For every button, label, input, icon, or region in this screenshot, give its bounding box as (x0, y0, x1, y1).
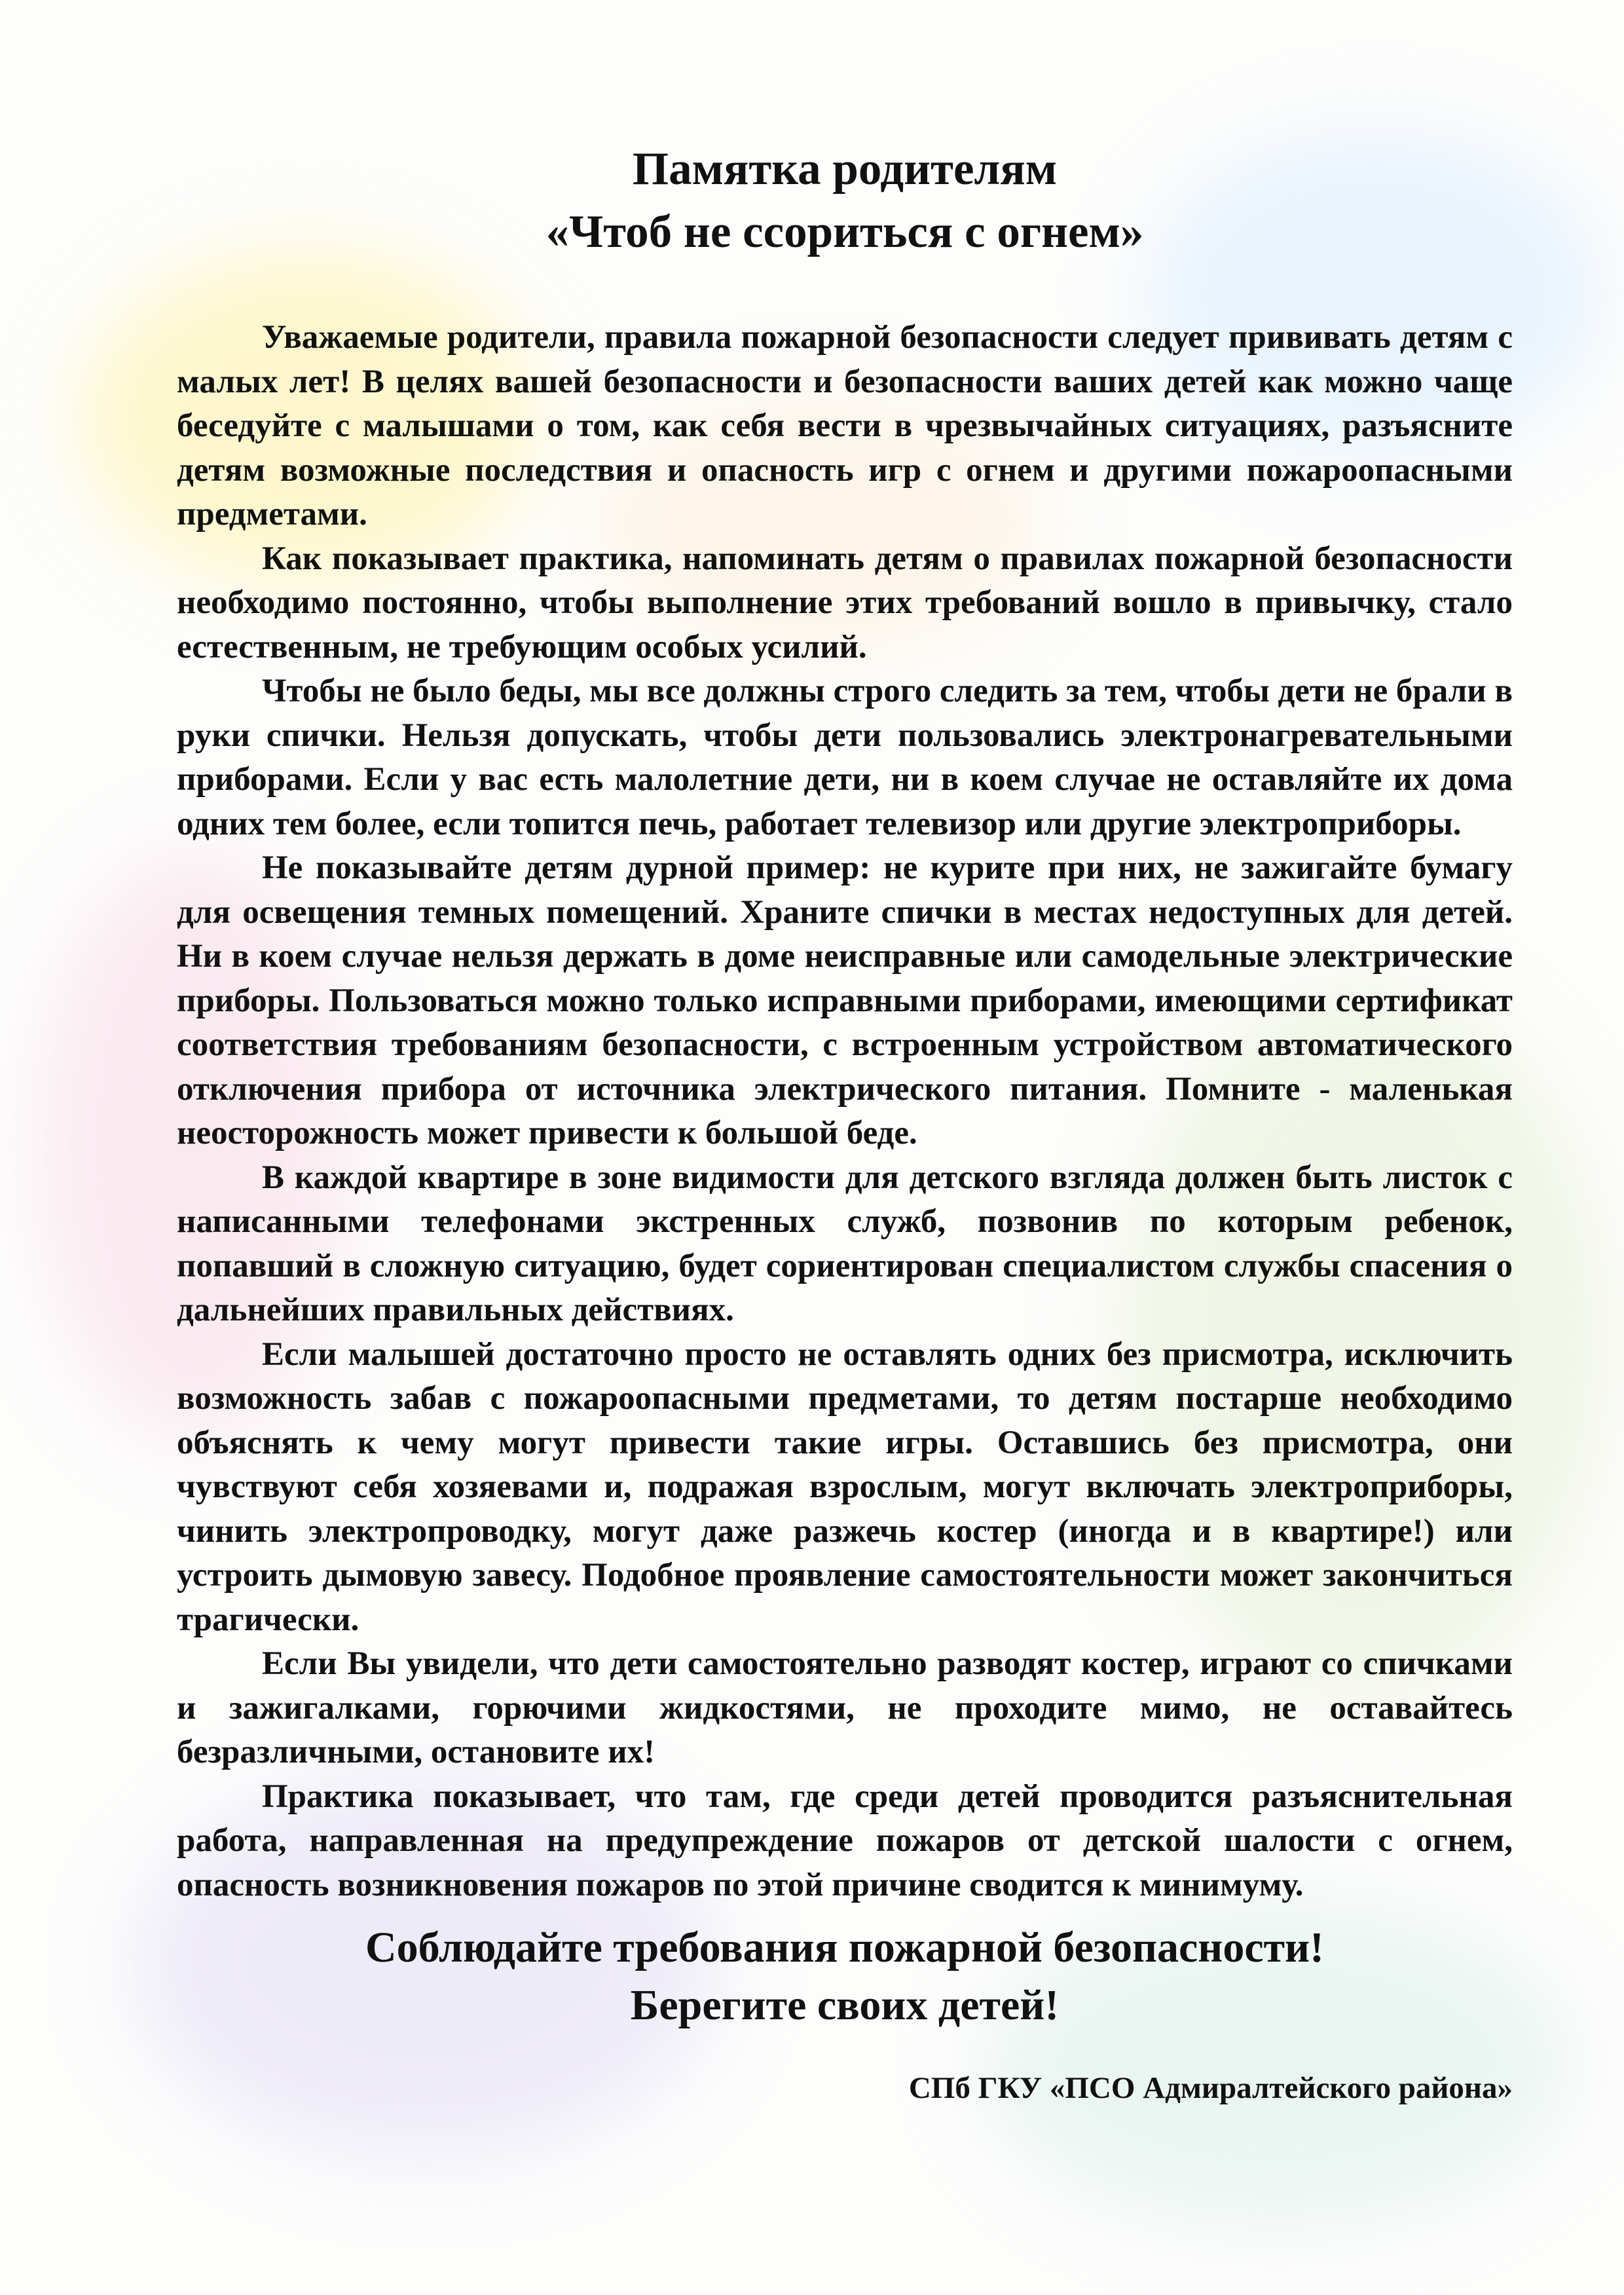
organization-signature: СПб ГКУ «ПСО Адмиралтейского района» (908, 2071, 1513, 2105)
paragraph: В каждой квартире в зоне видимости для детского взгляда должен быть листок с написанными телефонами экстренных служб, позвонив по которым ребенок, попавший в сложную ситуацию, будет сориентирован специалистом службы спасения о дальнейших правильных действиях. (177, 1159, 1513, 1328)
paragraph: Не показывайте детям дурной пример: не курите при них, не зажигайте бумагу для освещения темных помещений. Храните спички в местах недоступных для детей. Ни в коем случае нельзя держать в доме неисправные или самодельные электрические приборы. Пользоваться можно только исправными приборами, имеющими сертификат соответствия требованиям безопасности, с встроенным устройством автоматического отключения прибора от источника электрического питания. Помните - маленькая неосторожность может привести к большой беде. (177, 849, 1513, 1151)
paragraph: Как показывает практика, напоминать детям о правилах пожарной безопасности необходимо постоянно, чтобы выполнение этих требований вошло в привычку, стало естественным, не требующим особых усилий. (177, 540, 1513, 665)
paragraph: Уважаемые родители, правила пожарной безопасности следует прививать детям с малых лет! В целях вашей безопасности и безопасности ваших детей как можно чаще беседуйте с малышами о том, как себя вести в чрезвычайных ситуациях, разъясните детям возможные последствия и опасность игр с огнем и другими пожароопасными предметами. (177, 319, 1513, 532)
paragraph: Если малышей достаточно просто не оставлять одних без присмотра, исключить возможность забав с пожароопасными предметами, то детям постарше необходимо объяснять к чему могут привести такие игры. Оставшись без присмотра, они чувствуют себя хозяевами и, подражая взрослым, могут включать электроприборы, чинить электропроводку, могут даже разжечь костер (иногда и в квартире!) или устроить дымовую завесу. Подобное проявление самостоятельности может закончиться трагически. (177, 1335, 1513, 1638)
title-line-1: Памятка родителям (632, 143, 1058, 195)
closing-appeal (177, 1919, 1513, 2034)
document-title (177, 138, 1513, 263)
document-body (177, 316, 1513, 1907)
closing-line-1: Соблюдайте требования пожарной безопасности! (365, 1924, 1325, 1971)
paragraph: Практика показывает, что там, где среди детей проводится разъяснительная работа, направленная на предупреждение пожаров от детской шалости с огнем, опасность возникновения пожаров по этой причине сводится к минимуму. (177, 1778, 1513, 1903)
paragraph: Если Вы увидели, что дети самостоятельно разводят костер, играют со спичками и зажигалками, горючими жидкостями, не проходите мимо, не оставайтесь безразличными, остановите их! (177, 1645, 1513, 1770)
title-line-2: «Чтоб не ссориться с огнем» (545, 206, 1144, 257)
document-content (177, 138, 1513, 2108)
paragraph: Чтобы не было беды, мы все должны строго следить за тем, чтобы дети не брали в руки спички. Нельзя допускать, чтобы дети пользовались электронагревательными приборами. Если у вас есть малолетние дети, ни в коем случае не оставляйте их дома одних тем более, если топится печь, работает телевизор или другие электроприборы. (177, 673, 1513, 842)
closing-line-2: Берегите своих детей! (630, 1981, 1060, 2029)
